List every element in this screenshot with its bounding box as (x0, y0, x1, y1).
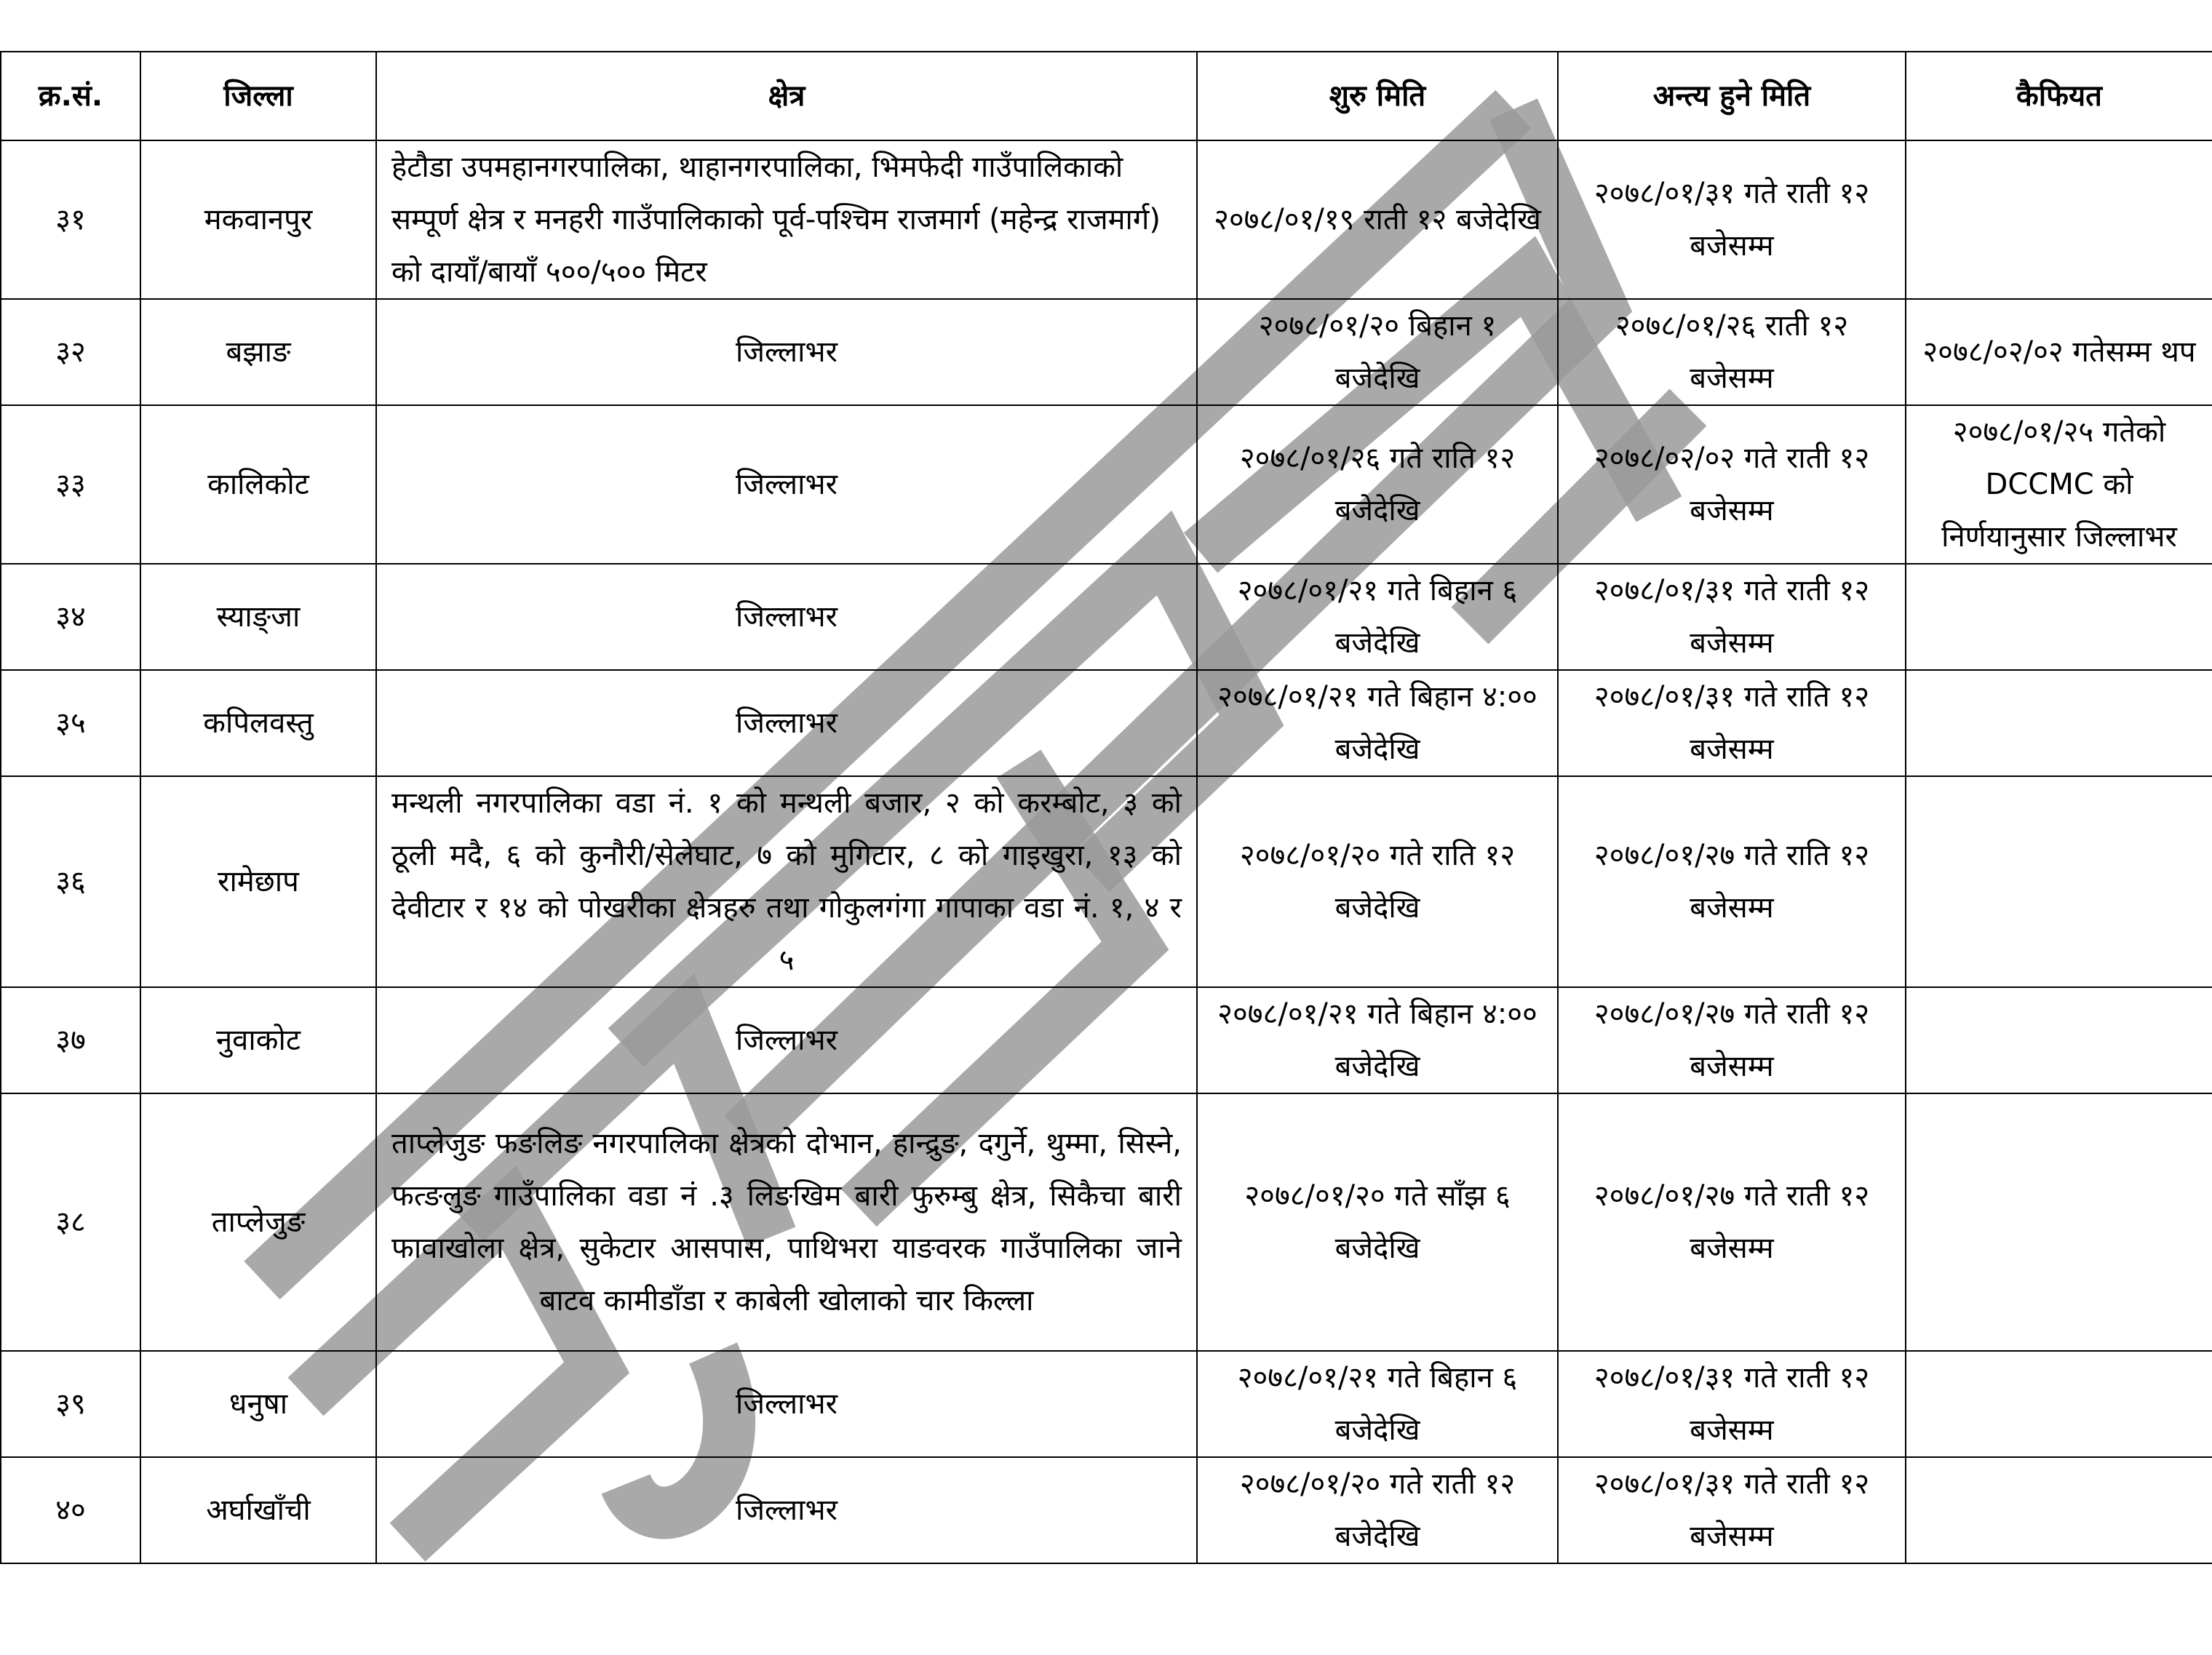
cell-serial-number: ३४ (1, 564, 140, 670)
table-row (1, 564, 2212, 670)
cell-start-date: २०७८/०१/२१ गते बिहान ६ बजेदेखि (1197, 564, 1558, 670)
cell-start-date: २०७८/०१/२० गते राति १२ बजेदेखि (1197, 776, 1558, 987)
curfew-table (0, 51, 2212, 1564)
cell-district: कपिलवस्तु (140, 670, 376, 776)
cell-start-date: २०७८/०१/२६ गते राति १२ बजेदेखि (1197, 405, 1558, 564)
cell-area: हेटौडा उपमहानगरपालिका, थाहानगरपालिका, भिमफेदी गाउँपालिकाको सम्पूर्ण क्षेत्र र मनहरी गाउँपालिकाको पूर्व-पश्चिम राजमार्ग (महेन्द्र राजमार्ग) को दायाँ/बायाँ ५००/५०० मिटर (376, 140, 1197, 299)
cell-end-date: २०७८/०२/०२ गते राती १२ बजेसम्म (1558, 405, 1906, 564)
cell-end-date: २०७८/०१/३१ गते राती १२ बजेसम्म (1558, 140, 1906, 299)
cell-end-date: २०७८/०१/२७ गते राती १२ बजेसम्म (1558, 1093, 1906, 1351)
header-start-date: शुरु मिति (1197, 52, 1558, 140)
cell-start-date: २०७८/०१/२१ गते बिहान ६ बजेदेखि (1197, 1351, 1558, 1457)
cell-end-date: २०७८/०१/३१ गते राती १२ बजेसम्म (1558, 1351, 1906, 1457)
cell-remarks (1906, 564, 2212, 670)
header-remarks: कैफियत (1906, 52, 2212, 140)
cell-district: अर्घाखाँची (140, 1457, 376, 1563)
cell-remarks (1906, 1351, 2212, 1457)
cell-remarks: २०७८/०२/०२ गतेसम्म थप (1906, 299, 2212, 405)
cell-area: जिल्लाभर (376, 299, 1197, 405)
cell-start-date: २०७८/०१/२० गते साँझ ६ बजेदेखि (1197, 1093, 1558, 1351)
header-area: क्षेत्र (376, 52, 1197, 140)
cell-start-date: २०७८/०१/२१ गते बिहान ४:०० बजेदेखि (1197, 670, 1558, 776)
cell-area: जिल्लाभर (376, 564, 1197, 670)
cell-area: जिल्लाभर (376, 405, 1197, 564)
cell-start-date: २०७८/०१/२१ गते बिहान ४:०० बजेदेखि (1197, 987, 1558, 1093)
table-row (1, 299, 2212, 405)
cell-serial-number: ३२ (1, 299, 140, 405)
header-end-date: अन्त्य हुने मिति (1558, 52, 1906, 140)
cell-serial-number: ३१ (1, 140, 140, 299)
table-row (1, 1457, 2212, 1563)
cell-end-date: २०७८/०१/३१ गते राती १२ बजेसम्म (1558, 1457, 1906, 1563)
cell-remarks (1906, 1457, 2212, 1563)
table-row (1, 987, 2212, 1093)
cell-serial-number: ४० (1, 1457, 140, 1563)
header-district: जिल्ला (140, 52, 376, 140)
cell-district: बझाङ (140, 299, 376, 405)
cell-area: जिल्लाभर (376, 670, 1197, 776)
table-row (1, 670, 2212, 776)
table-header-row (1, 52, 2212, 140)
cell-district: धनुषा (140, 1351, 376, 1457)
table-row (1, 776, 2212, 987)
cell-remarks (1906, 987, 2212, 1093)
cell-serial-number: ३८ (1, 1093, 140, 1351)
cell-remarks: २०७८/०१/२५ गतेको DCCMC को निर्णयानुसार जिल्लाभर (1906, 405, 2212, 564)
cell-remarks (1906, 670, 2212, 776)
cell-end-date: २०७८/०१/२६ राती १२ बजेसम्म (1558, 299, 1906, 405)
cell-district: स्याङ्जा (140, 564, 376, 670)
cell-area: जिल्लाभर (376, 987, 1197, 1093)
cell-district: कालिकोट (140, 405, 376, 564)
cell-end-date: २०७८/०१/२७ गते राति १२ बजेसम्म (1558, 776, 1906, 987)
cell-start-date: २०७८/०१/२० गते राती १२ बजेदेखि (1197, 1457, 1558, 1563)
cell-area: जिल्लाभर (376, 1351, 1197, 1457)
cell-serial-number: ३६ (1, 776, 140, 987)
cell-district: रामेछाप (140, 776, 376, 987)
cell-serial-number: ३५ (1, 670, 140, 776)
cell-district: ताप्लेजुङ (140, 1093, 376, 1351)
table-row (1, 140, 2212, 299)
cell-start-date: २०७८/०१/२० बिहान १ बजेदेखि (1197, 299, 1558, 405)
cell-end-date: २०७८/०१/३१ गते राती १२ बजेसम्म (1558, 564, 1906, 670)
cell-end-date: २०७८/०१/२७ गते राती १२ बजेसम्म (1558, 987, 1906, 1093)
cell-remarks (1906, 1093, 2212, 1351)
table-row (1, 1351, 2212, 1457)
cell-area: ताप्लेजुङ फङलिङ नगरपालिका क्षेत्रको दोभान, हान्द्रुङ, दगुर्ने, थुम्मा, सिस्ने, फत्ङलुङ गाउँपालिका वडा नं .३ लिङखिम बारी फुरुम्बु क्षेत्र, सिकैचा बारी फावाखोला क्षेत्र, सुकेटार आसपास, पाथिभरा याङवरक गाउँपालिका जाने बाटव कामीडाँडा र काबेली खोलाको चार किल्ला (376, 1093, 1197, 1351)
cell-serial-number: ३७ (1, 987, 140, 1093)
cell-area: मन्थली नगरपालिका वडा नं. १ को मन्थली बजार, २ को करम्बोट, ३ को ठूली मदै, ६ को कुनौरी/सेलेघाट, ७ को मुगिटार, ८ को गाइखुरा, १३ को देवीटार र १४ को पोखरीका क्षेत्रहरु तथा गोकुलगंगा गापाका वडा नं. १, ४ र ५ (376, 776, 1197, 987)
cell-start-date: २०७८/०१/१९ राती १२ बजेदेखि (1197, 140, 1558, 299)
cell-remarks (1906, 776, 2212, 987)
cell-district: नुवाकोट (140, 987, 376, 1093)
cell-area: जिल्लाभर (376, 1457, 1197, 1563)
table-row (1, 1093, 2212, 1351)
header-serial-number: क्र.सं. (1, 52, 140, 140)
table-row (1, 405, 2212, 564)
cell-end-date: २०७८/०१/३१ गते राति १२ बजेसम्म (1558, 670, 1906, 776)
cell-remarks (1906, 140, 2212, 299)
cell-district: मकवानपुर (140, 140, 376, 299)
cell-serial-number: ३३ (1, 405, 140, 564)
cell-serial-number: ३९ (1, 1351, 140, 1457)
